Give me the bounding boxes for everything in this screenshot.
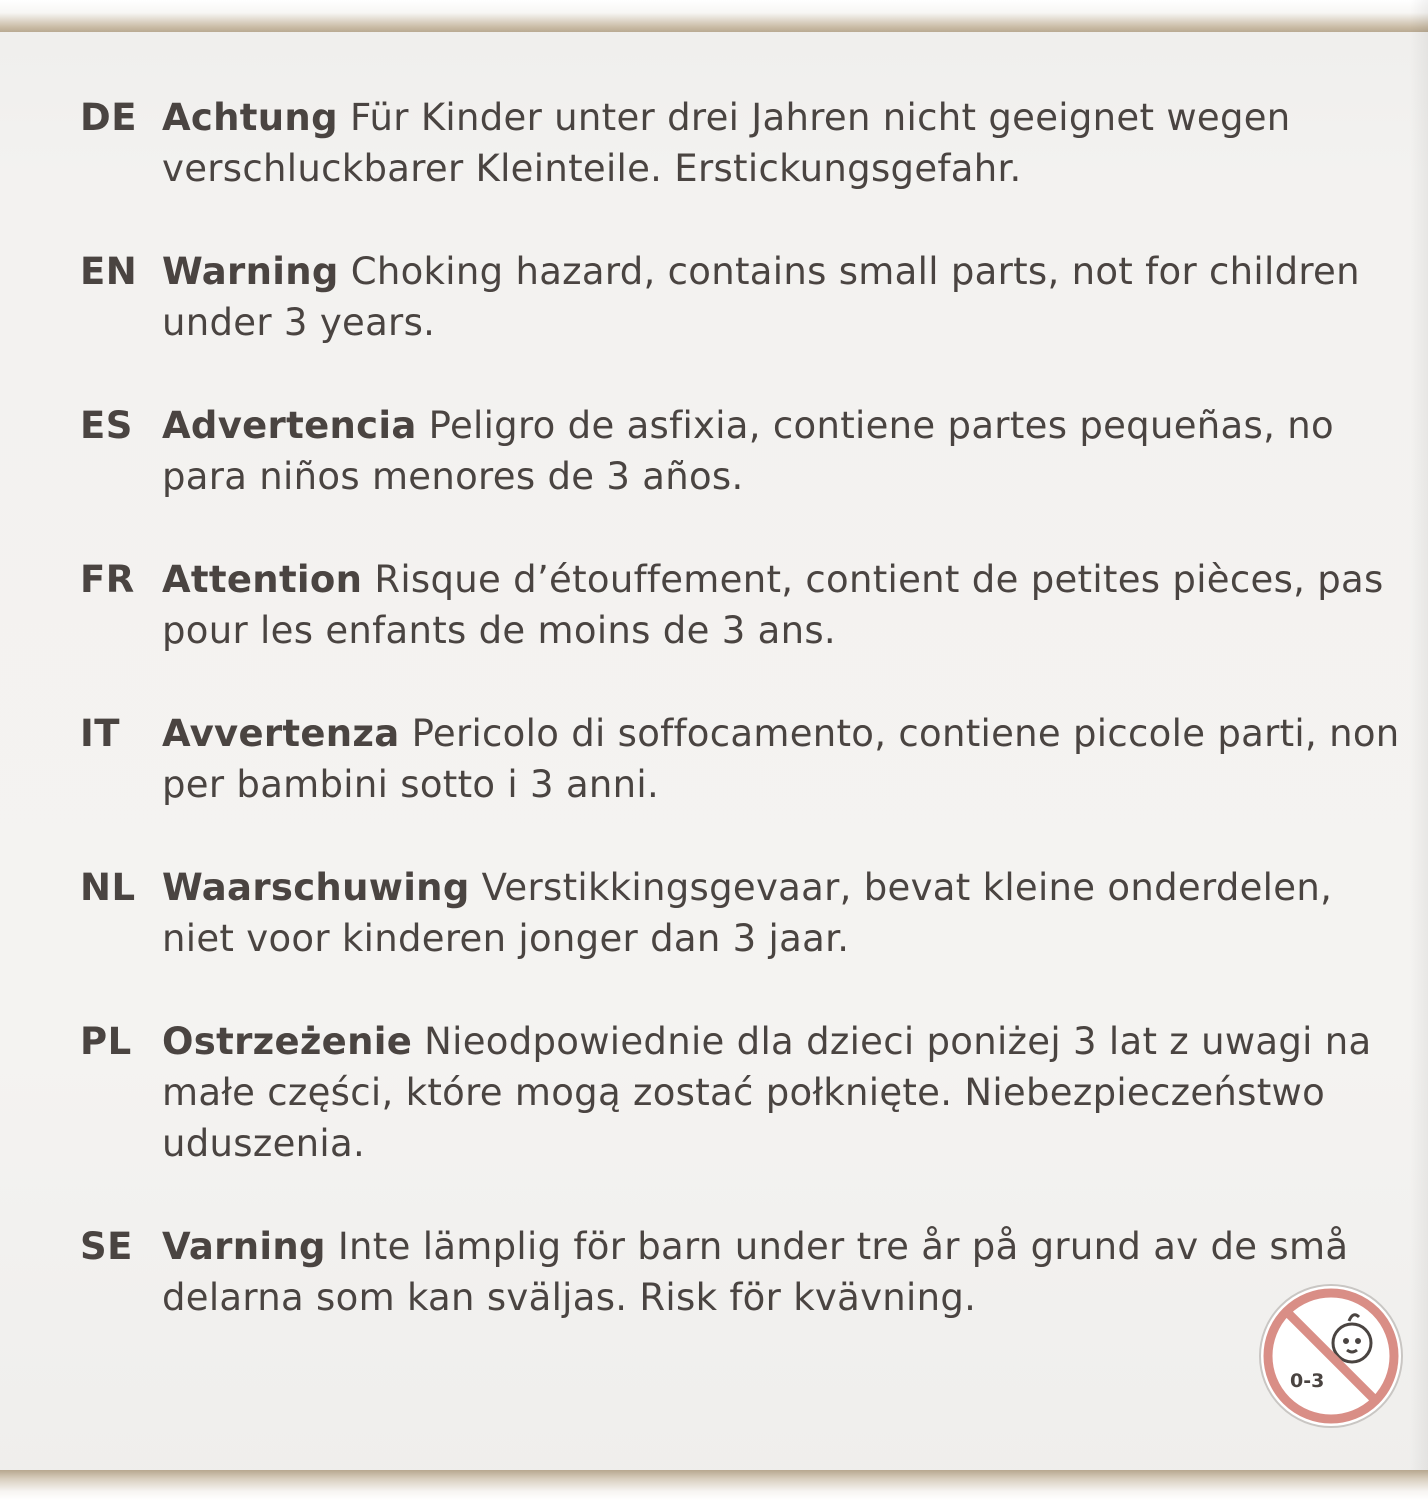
- language-code: ES: [80, 404, 133, 447]
- language-code: IT: [80, 712, 121, 755]
- age-range-label: 0-3: [1290, 1370, 1325, 1392]
- warning-entry-se: [80, 1221, 1400, 1323]
- warning-entry-es: [80, 400, 1400, 502]
- language-code: PL: [80, 1020, 132, 1063]
- warning-text: Für Kinder unter drei Jahren nicht geeignet wegen verschluckbarer Kleinteile. Erstickungsgefahr.: [162, 96, 1291, 190]
- warning-entry-it: [80, 708, 1400, 810]
- language-code: EN: [80, 250, 138, 293]
- warning-heading: Advertencia: [162, 404, 417, 447]
- warning-entry-pl: [80, 1016, 1400, 1169]
- language-code: DE: [80, 96, 137, 139]
- warning-heading: Warning: [162, 250, 339, 293]
- language-code: NL: [80, 866, 136, 909]
- warning-entry-fr: [80, 554, 1400, 656]
- warning-text: Risque d’étouffement, contient de petites pièces, pas pour les enfants de moins de 3 ans.: [162, 558, 1384, 652]
- warning-heading: Attention: [162, 558, 363, 601]
- warning-text: Pericolo di soffocamento, contiene piccole parti, non per bambini sotto i 3 anni.: [162, 712, 1400, 806]
- not-suitable-under-3-icon: [1258, 1283, 1404, 1429]
- box-bottom-edge: [0, 1470, 1428, 1500]
- box-top-edge: [0, 0, 1428, 32]
- language-code: FR: [80, 558, 135, 601]
- warning-entry-en: [80, 246, 1400, 348]
- warning-entry-de: [80, 92, 1400, 194]
- warning-heading: Waarschuwing: [162, 866, 470, 909]
- language-code: SE: [80, 1225, 133, 1268]
- warning-text: Nieodpowiednie dla dzieci poniżej 3 lat z uwagi na małe części, które mogą zostać połknięte. Niebezpieczeństwo uduszenia.: [162, 1020, 1372, 1165]
- warning-entry-nl: [80, 862, 1400, 964]
- warning-list: [80, 92, 1400, 1375]
- warning-text: Peligro de asfixia, contiene partes pequeñas, no para niños menores de 3 años.: [162, 404, 1334, 498]
- warning-heading: Avvertenza: [162, 712, 400, 755]
- warning-text: Choking hazard, contains small parts, not for children under 3 years.: [162, 250, 1360, 344]
- warning-heading: Ostrzeżenie: [162, 1020, 413, 1063]
- warning-heading: Achtung: [162, 96, 338, 139]
- warning-text: Verstikkingsgevaar, bevat kleine onderdelen, niet voor kinderen jonger dan 3 jaar.: [162, 866, 1333, 960]
- box-corner-shade: [1410, 0, 1428, 1500]
- warning-text: Inte lämplig för barn under tre år på grund av de små delarna som kan sväljas. Risk för kvävning.: [162, 1225, 1349, 1319]
- warning-heading: Varning: [162, 1225, 326, 1268]
